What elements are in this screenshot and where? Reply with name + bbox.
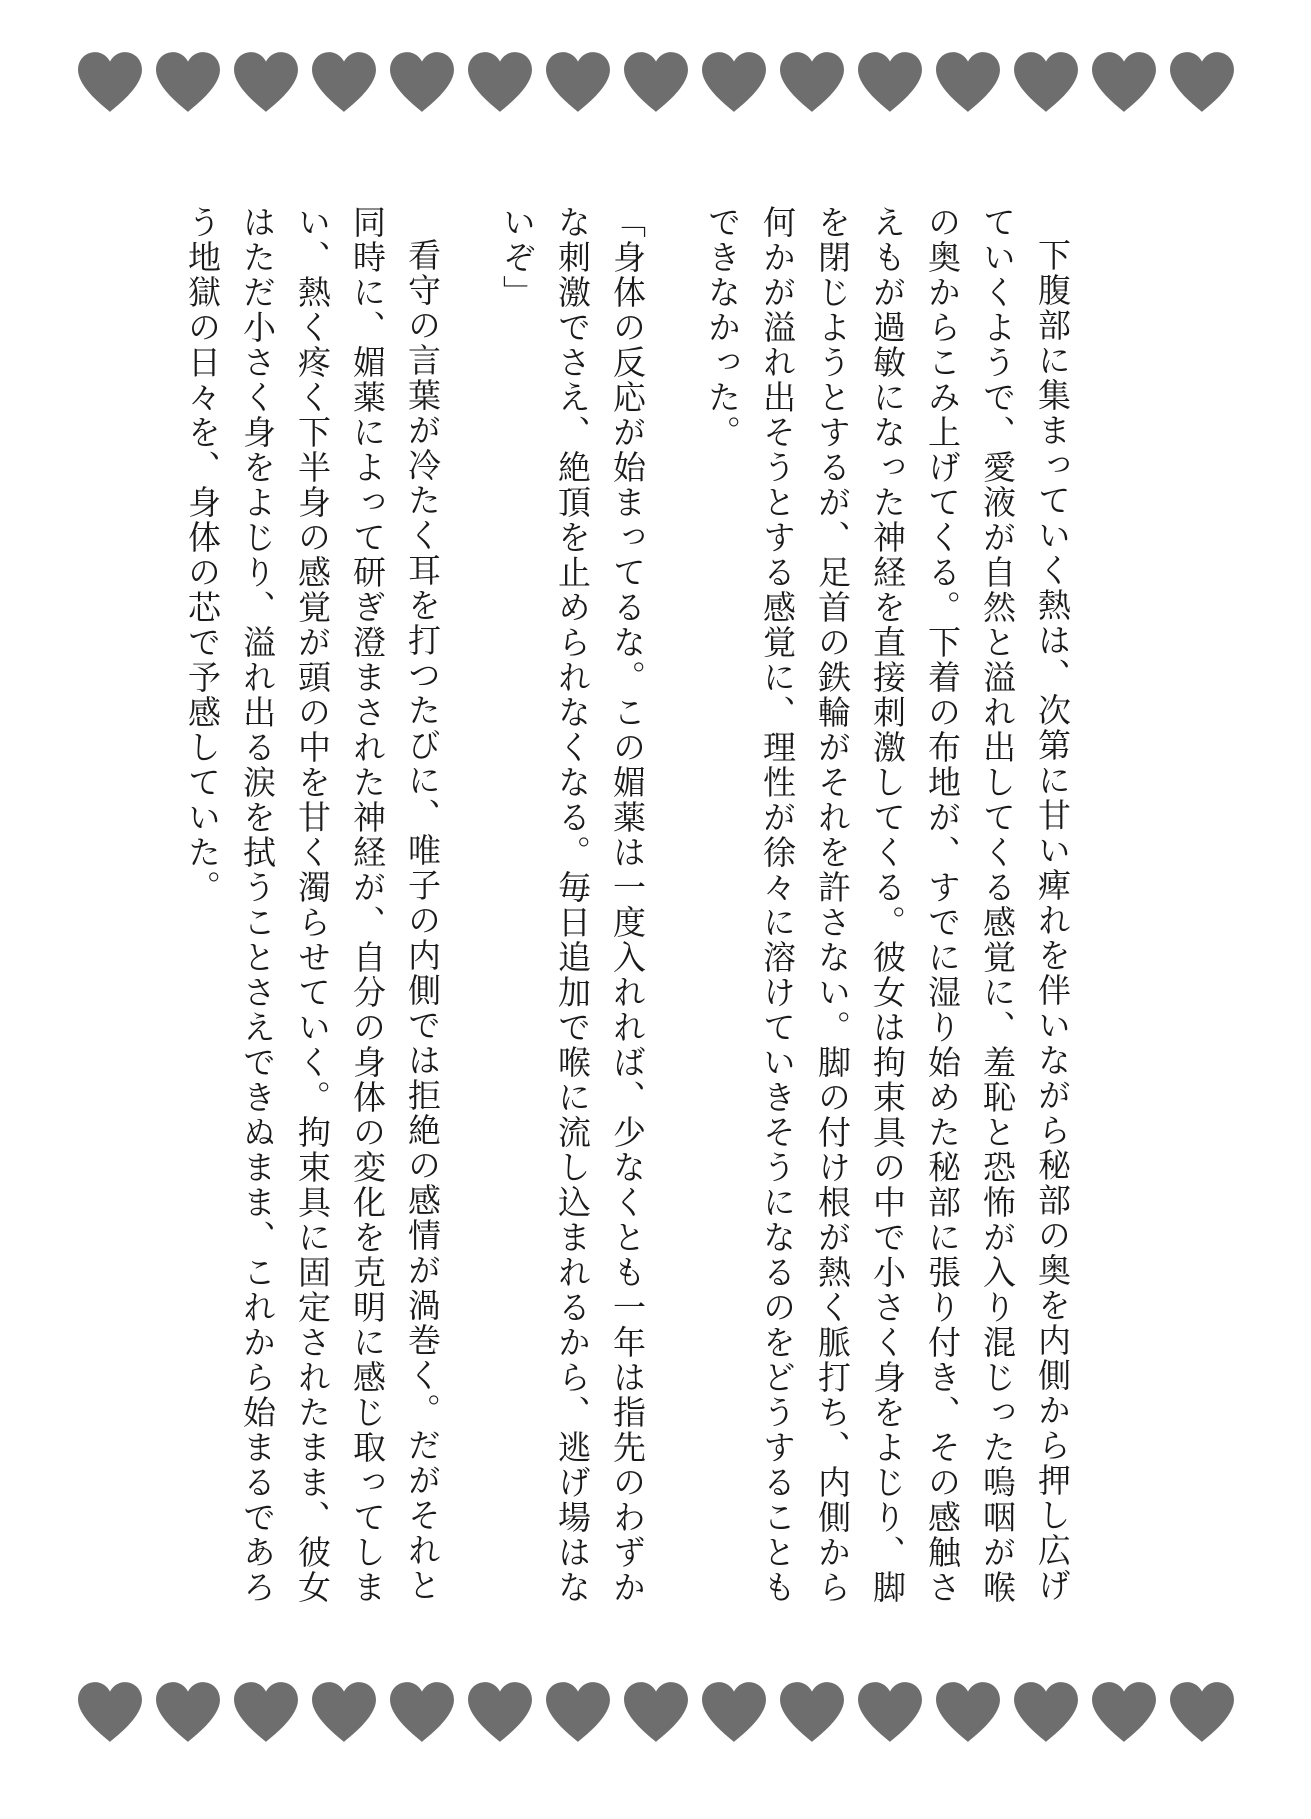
heart-icon <box>1090 1680 1158 1744</box>
heart-icon <box>544 50 612 114</box>
heart-icon <box>622 50 690 114</box>
heart-icon <box>1168 50 1236 114</box>
paragraph-3: 看守の言葉が冷たく耳を打つたびに、唯子の内側では拒絶の感情が渦巻く。だがそれと同時に、媚薬によって研ぎ澄まされた神経が、自分の身体の変化を克明に感じ取ってしまい、熱く疼く下半身の感覚が頭の中を甘く濁らせていく。拘束具に固定されたまま、彼女はただ小さく身をよじり、溢れ出る涙を拭うことさえできぬまま、これから始まるであろう地獄の日々を、身体の芯で予感していた。 <box>183 205 442 1605</box>
heart-icon <box>856 1680 924 1744</box>
heart-icon <box>1012 50 1080 114</box>
heart-icon <box>388 1680 456 1744</box>
heart-icon <box>1012 1680 1080 1744</box>
heart-icon <box>310 50 378 114</box>
vertical-text-body <box>183 205 1080 1625</box>
heart-icon <box>700 50 768 114</box>
bottom-heart-border <box>0 1680 1311 1756</box>
heart-icon <box>544 1680 612 1744</box>
heart-icon <box>310 1680 378 1744</box>
heart-icon <box>778 1680 846 1744</box>
heart-icon <box>76 1680 144 1744</box>
heart-icon <box>622 1680 690 1744</box>
heart-icon <box>1168 1680 1236 1744</box>
heart-icon <box>856 50 924 114</box>
heart-icon <box>154 1680 222 1744</box>
heart-icon <box>1090 50 1158 114</box>
paragraph-2-dialogue: 「身体の反応が始まってるな。この媚薬は一度入れれば、少なくとも一年は指先のわずかな刺激でさえ、絶頂を止められなくなる。毎日追加で喉に流し込まれるから、逃げ場はないぞ」 <box>498 205 647 1605</box>
heart-icon <box>778 50 846 114</box>
heart-icon <box>466 1680 534 1744</box>
heart-icon <box>700 1680 768 1744</box>
heart-icon <box>232 50 300 114</box>
heart-icon <box>934 50 1002 114</box>
heart-icon <box>232 1680 300 1744</box>
heart-icon <box>76 50 144 114</box>
heart-icon <box>934 1680 1002 1744</box>
heart-icon <box>388 50 456 114</box>
top-heart-border <box>0 50 1311 126</box>
paragraph-1: 下腹部に集まっていく熱は、次第に甘い痺れを伴いながら秘部の奥を内側から押し広げていくようで、愛液が自然と溢れ出してくる感覚に、羞恥と恐怖が入り混じった嗚咽が喉の奥からこみ上げてくる。下着の布地が、すでに湿り始めた秘部に張り付き、その感触さえもが過敏になった神経を直接刺激してくる。彼女は拘束具の中で小さく身をよじり、脚を閉じようとするが、足首の鉄輪がそれを許さない。脚の付け根が熱く脈打ち、内側から何かが溢れ出そうとする感覚に、理性が徐々に溶けていきそうになるのをどうすることもできなかった。 <box>703 205 1072 1605</box>
heart-icon <box>466 50 534 114</box>
heart-icon <box>154 50 222 114</box>
